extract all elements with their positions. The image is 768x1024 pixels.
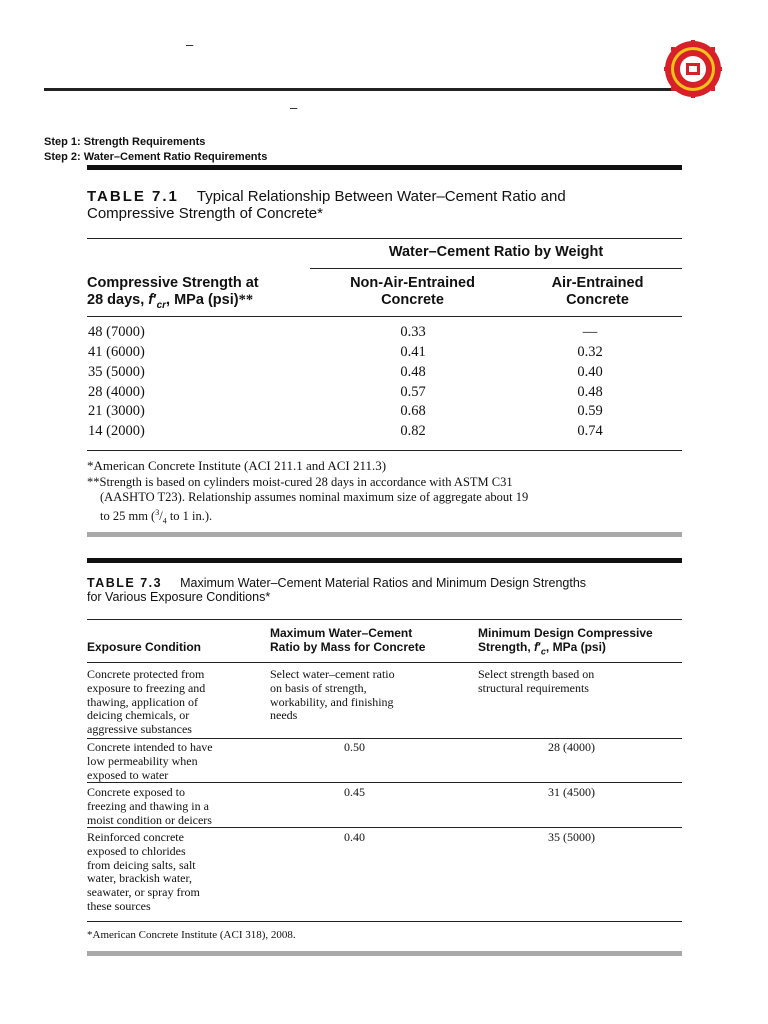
- strength-cell: 41 (6000): [88, 344, 145, 360]
- condition-line: thawing, application of: [87, 694, 198, 709]
- table73-title-line1: Maximum Water–Cement Material Ratios and Minimum Design Strengths: [180, 576, 587, 590]
- air-ratio-cell: 0.48: [577, 384, 603, 400]
- table73-caption: [87, 576, 586, 604]
- table73-footnote: *American Concrete Institute (ACI 318), 2008.: [87, 929, 296, 941]
- footnote-text-a: to 25 mm (: [100, 509, 156, 524]
- strength-cell: 21 (3000): [88, 403, 145, 419]
- table73-row1-condition: [87, 668, 267, 737]
- table-row: [87, 423, 682, 443]
- fraction-numerator: 3: [155, 508, 160, 517]
- table71-footnote-2-line3: to 25 mm ($^3/_4$ to 1 in.).: [100, 508, 213, 526]
- table73-row2-strength: 28 (4000): [548, 740, 595, 754]
- table73-bottom-bar: [87, 951, 682, 956]
- table73-col1-header: Exposure Condition: [87, 640, 201, 654]
- table73-row2-ratio: 0.50: [344, 740, 365, 754]
- strength-cell: 14 (2000): [88, 423, 145, 439]
- strength-cell: 35 (5000): [88, 364, 145, 380]
- condition-line: seawater, or spray from: [87, 885, 200, 900]
- non-air-ratio-cell: 0.41: [400, 344, 426, 360]
- table73-row4-ratio: 0.40: [344, 830, 365, 844]
- table71-bottom-rule: [87, 450, 682, 451]
- ratio-line: needs: [270, 708, 298, 723]
- table73-row3-rule: [87, 827, 682, 828]
- strength-cell: 28 (4000): [88, 384, 145, 400]
- table71-header-rule: [87, 316, 682, 317]
- table71-col1-line2: [87, 292, 259, 314]
- table71-col3-line2: Concrete: [566, 292, 629, 308]
- table71-col3-line1: Air-Entrained: [551, 275, 644, 291]
- table73-col3-prefix: Strength,: [478, 640, 534, 654]
- condition-line: exposed to water: [87, 767, 169, 782]
- table73-bottom-rule: [87, 921, 682, 922]
- table71-title-line2: Compressive Strength of Concrete*: [87, 205, 323, 222]
- table-row: [87, 403, 682, 423]
- condition-line: exposed to chlorides: [87, 843, 186, 858]
- table73-row1-ratio: [270, 668, 470, 723]
- air-ratio-cell: 0.59: [577, 403, 603, 419]
- table71-col1-var: f: [148, 292, 154, 308]
- ratio-line: on basis of strength,: [270, 680, 367, 695]
- condition-line: Concrete exposed to: [87, 785, 185, 799]
- strength-line: Select strength based on: [478, 667, 595, 681]
- table-row: [87, 324, 682, 344]
- condition-line: these sources: [87, 898, 151, 913]
- university-seal-logo: [664, 40, 722, 98]
- table71-col1-suffix: , MPa (psi): [166, 292, 239, 308]
- table-row: [87, 344, 682, 364]
- condition-line: deicing chemicals, or: [87, 708, 190, 723]
- non-air-ratio-cell: 0.68: [400, 403, 426, 419]
- table73-col2-header: [270, 626, 425, 654]
- table71-col2-line1: Non-Air-Entrained: [350, 275, 475, 291]
- table71-col1-sub: cr: [156, 299, 167, 311]
- table71-group-rule: [310, 268, 682, 269]
- air-ratio-cell: 0.40: [577, 364, 603, 380]
- table71-title-line1: Typical Relationship Between Water–Cement Ratio and: [196, 188, 566, 205]
- steps-block: [44, 135, 267, 165]
- table71-caption: [87, 188, 566, 222]
- header-rule: [44, 88, 679, 91]
- non-air-ratio-cell: 0.82: [400, 423, 426, 439]
- table71-col2-line2: Concrete: [381, 292, 444, 308]
- table71-footnote-2: [87, 475, 687, 529]
- ratio-line: workability, and finishing: [270, 694, 394, 709]
- air-ratio-cell: 0.32: [577, 344, 603, 360]
- condition-line: water, brackish water,: [87, 871, 192, 886]
- air-ratio-cell: —: [582, 324, 598, 340]
- table73-col3-suffix: , MPa (psi): [545, 640, 606, 654]
- condition-line: exposure to freezing and: [87, 680, 206, 695]
- non-air-ratio-cell: 0.48: [400, 364, 426, 380]
- air-ratio-cell: 0.74: [577, 423, 603, 439]
- table73-col2-line2: Ratio by Mass for Concrete: [270, 640, 426, 654]
- table73-row2-condition: [87, 741, 267, 782]
- table73-row3-strength: 31 (4500): [548, 785, 595, 799]
- strength-line: structural requirements: [478, 680, 589, 695]
- table73-col3-header: [478, 626, 653, 658]
- table71-footnote-2-line2: (AASHTO T23). Relationship assumes nominal maximum size of aggregate about 19: [100, 490, 529, 504]
- table73-col3-line1: Minimum Design Compressive: [478, 626, 653, 640]
- non-air-ratio-cell: 0.57: [400, 384, 426, 400]
- non-air-ratio-cell: 0.33: [400, 324, 426, 340]
- condition-line: Reinforced concrete: [87, 830, 184, 844]
- table73-row3-condition: [87, 786, 267, 827]
- table73-rule-top: [87, 619, 682, 620]
- table71-label: TABLE 7.1: [87, 188, 179, 205]
- condition-line: freezing and thawing in a: [87, 798, 209, 813]
- table71-rule-top: [87, 238, 682, 239]
- table71-col1-line1: Compressive Strength at: [87, 275, 259, 291]
- table73-row4-condition: [87, 831, 267, 914]
- table73-col2-line1: Maximum Water–Cement: [270, 626, 413, 640]
- table-row: [87, 384, 682, 404]
- table73-row2-rule: [87, 782, 682, 783]
- condition-line: from deicing salts, salt: [87, 857, 196, 872]
- table71-col3-header: [510, 275, 685, 309]
- table73-label: TABLE 7.3: [87, 576, 163, 590]
- table73-title-line2: for Various Exposure Conditions*: [87, 590, 271, 604]
- table73-header-rule: [87, 662, 682, 663]
- condition-line: moist condition or deicers: [87, 812, 212, 827]
- table71-top-bar: [87, 165, 682, 170]
- table71-group-header: Water–Cement Ratio by Weight: [388, 244, 604, 260]
- table71-col2-header: [320, 275, 505, 309]
- header-dash-bottom: –: [290, 100, 298, 115]
- table73-row1-strength: [478, 668, 678, 696]
- table73-col3-var: f: [534, 640, 538, 654]
- fraction-denominator: 4: [162, 516, 167, 526]
- table71-footnote-1: *American Concrete Institute (ACI 211.1 and ACI 211.3): [87, 458, 387, 473]
- table71-col1-marks: **: [238, 292, 254, 308]
- strength-cell: 48 (7000): [88, 324, 145, 340]
- table73-col3-sub: c: [540, 646, 546, 657]
- table73-top-bar: [87, 558, 682, 563]
- footnote-text-b: to 1 in.).: [166, 509, 213, 524]
- header-dash-top: –: [186, 37, 194, 52]
- table73-col3-prime: ′: [538, 640, 541, 654]
- condition-line: aggressive substances: [87, 722, 192, 737]
- table-row: [87, 364, 682, 384]
- step-2-heading: Step 2: Water–Cement Ratio Requirements: [44, 151, 268, 163]
- condition-line: Concrete intended to have: [87, 740, 213, 754]
- table71-col1-prime: ′: [153, 292, 157, 308]
- condition-line: Concrete protected from: [87, 667, 205, 681]
- ratio-line: Select water–cement ratio: [270, 667, 395, 681]
- table73-col3-line2: [478, 640, 653, 658]
- table73-row4-strength: 35 (5000): [548, 830, 595, 844]
- table71-footnote-2-line1: **Strength is based on cylinders moist-cured 28 days in accordance with ASTM C31: [87, 475, 513, 489]
- step-1-heading: Step 1: Strength Requirements: [44, 136, 206, 148]
- condition-line: low permeability when: [87, 753, 198, 768]
- table71-col1-header: [87, 275, 259, 314]
- table71-col1-prefix: 28 days,: [87, 292, 149, 308]
- table73-row1-rule: [87, 738, 682, 739]
- table71-bottom-bar: [87, 532, 682, 537]
- table73-row3-ratio: 0.45: [344, 785, 365, 799]
